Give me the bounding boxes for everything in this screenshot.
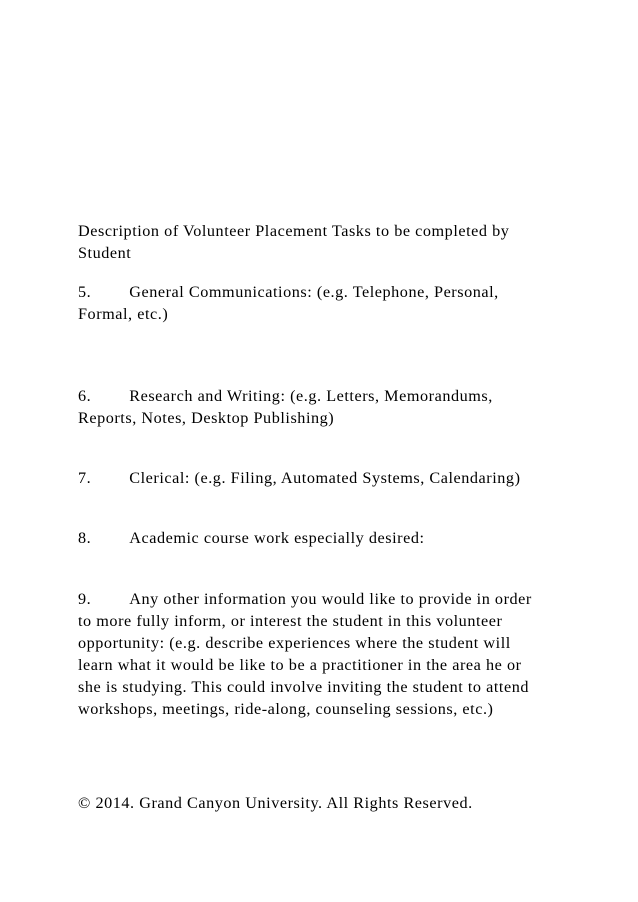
item-5-number: 5. (78, 283, 92, 301)
item-8-text: Academic course work especially desired: (129, 529, 425, 547)
item-7-line-1 (78, 467, 521, 489)
item-5-line-2: Formal, etc.) (78, 305, 169, 323)
item-6-line-2: Reports, Notes, Desktop Publishing) (78, 409, 335, 427)
item-9-line-2: to more fully inform, or interest the student in this volunteer (78, 612, 503, 630)
heading-line-2: Student (78, 244, 132, 262)
item-7-number: 7. (78, 469, 92, 487)
item-9-line-1 (78, 588, 532, 610)
copyright-notice: © 2014. Grand Canyon University. All Rights Reserved. (78, 794, 473, 812)
item-6-line-1 (78, 385, 493, 407)
item-7-text: Clerical: (e.g. Filing, Automated Systems, Calendaring) (129, 469, 521, 487)
item-9-line-5: she is studying. This could involve inviting the student to attend (78, 678, 530, 696)
item-9-line-3: opportunity: (e.g. describe experiences where the student will (78, 634, 511, 652)
item-8-line-1 (78, 527, 425, 549)
heading-line-1: Description of Volunteer Placement Tasks to be completed by (78, 222, 510, 240)
item-9-line-4: learn what it would be like to be a practitioner in the area he or (78, 656, 522, 674)
item-9-text: Any other information you would like to provide in order (129, 590, 532, 608)
item-5-text: General Communications: (e.g. Telephone, Personal, (129, 283, 499, 301)
item-9-number: 9. (78, 590, 92, 608)
item-6-number: 6. (78, 387, 92, 405)
item-8-number: 8. (78, 529, 92, 547)
item-9-line-6: workshops, meetings, ride-along, counseling sessions, etc.) (78, 700, 494, 718)
item-6-text: Research and Writing: (e.g. Letters, Memorandums, (129, 387, 493, 405)
item-5-line-1 (78, 281, 499, 303)
